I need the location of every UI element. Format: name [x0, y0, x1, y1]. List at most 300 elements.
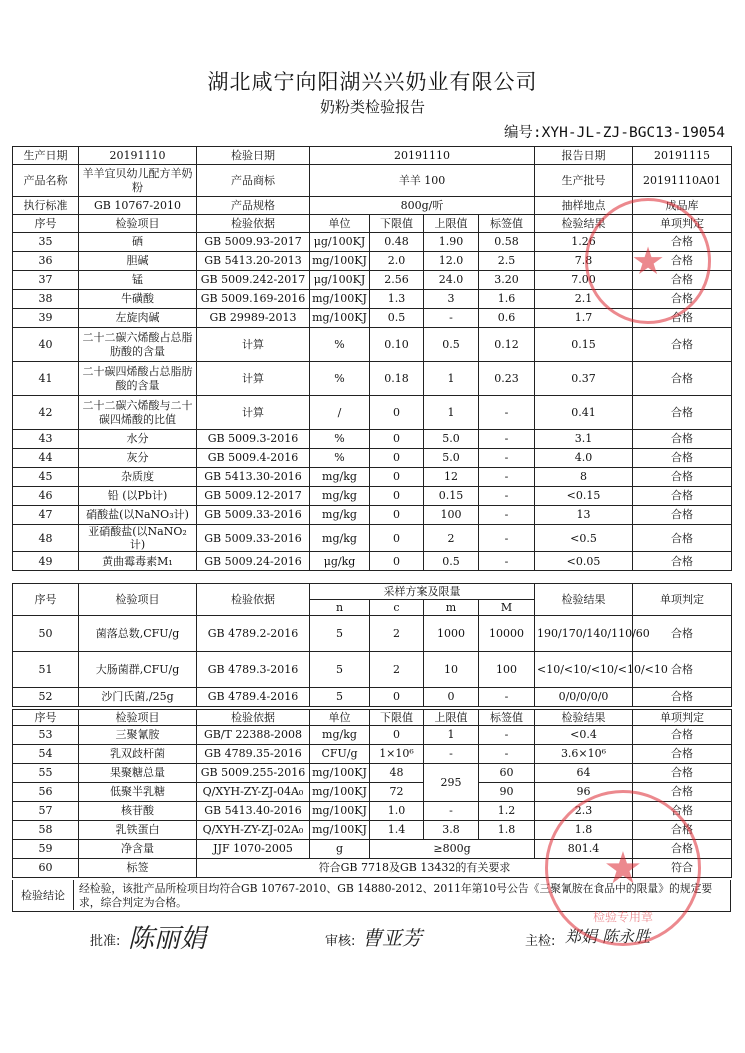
item-name: 胆碱 [79, 252, 197, 271]
row-number: 55 [13, 764, 79, 783]
upper-limit: - [424, 309, 479, 328]
judgement: 合格 [633, 783, 732, 802]
sample-n: 5 [310, 616, 370, 652]
label-value: 0.23 [479, 362, 535, 396]
test-result: 8 [535, 468, 633, 487]
test-method: GB 5009.33-2016 [197, 506, 310, 525]
unit: mg/kg [310, 525, 370, 552]
test-result: 7.00 [535, 271, 633, 290]
lower-limit: 1×10⁶ [370, 745, 424, 764]
test-method: GB 5009.255-2016 [197, 764, 310, 783]
limit-M: 10000 [479, 616, 535, 652]
item-name: 低聚半乳糖 [79, 783, 197, 802]
upper-limit: - [424, 745, 479, 764]
item-name: 沙门氏菌,/25g [79, 688, 197, 707]
table2-body [13, 616, 732, 707]
row-number: 43 [13, 430, 79, 449]
spec: 800g/听 [310, 197, 535, 215]
unit: μg/kg [310, 552, 370, 571]
test-method: 计算 [197, 328, 310, 362]
judgement: 合格 [633, 652, 732, 688]
unit: μg/100KJ [310, 233, 370, 252]
upper-limit: 12.0 [424, 252, 479, 271]
table-row [13, 688, 732, 707]
test-result: 0.37 [535, 362, 633, 396]
col-header: 检验依据 [197, 710, 310, 726]
unit: % [310, 430, 370, 449]
test-result: 4.0 [535, 449, 633, 468]
table-row [13, 396, 732, 430]
label-value: 90 [479, 783, 535, 802]
approve-label: 批准: [90, 934, 121, 949]
col-header: 检验项目 [79, 584, 197, 616]
test-method: GB 5413.20-2013 [197, 252, 310, 271]
row-number: 47 [13, 506, 79, 525]
unit: CFU/g [310, 745, 370, 764]
lower-limit: 48 [370, 764, 424, 783]
label-value: 1.2 [479, 802, 535, 821]
report-date-label: 报告日期 [535, 147, 633, 165]
table-row [13, 468, 732, 487]
item-name: 硒 [79, 233, 197, 252]
upper-limit: 3.8 [424, 821, 479, 840]
test-method: GB 29989-2013 [197, 309, 310, 328]
row-number: 40 [13, 328, 79, 362]
test-method: GB 5009.93-2017 [197, 233, 310, 252]
row-number: 52 [13, 688, 79, 707]
test-method: 计算 [197, 362, 310, 396]
upper-limit: 0.15 [424, 487, 479, 506]
test-result: 1.26 [535, 233, 633, 252]
item-name: 三聚氰胺 [79, 726, 197, 745]
table-row [13, 328, 732, 362]
unit: mg/100KJ [310, 821, 370, 840]
table-row [13, 487, 732, 506]
test-result: 3.1 [535, 430, 633, 449]
label-value: 0.6 [479, 309, 535, 328]
report-title: 奶粉类检验报告 [319, 98, 425, 116]
lower-limit: 2.0 [370, 252, 424, 271]
item-name: 乳铁蛋白 [79, 821, 197, 840]
test-result: 2.3 [535, 802, 633, 821]
upper-limit: 1 [424, 396, 479, 430]
table-row [13, 506, 732, 525]
lower-limit: 0.48 [370, 233, 424, 252]
test-method: GB 5413.30-2016 [197, 468, 310, 487]
table-row [13, 652, 732, 688]
row-number: 57 [13, 802, 79, 821]
row-number: 51 [13, 652, 79, 688]
upper-limit: 24.0 [424, 271, 479, 290]
test-method: GB 5009.24-2016 [197, 552, 310, 571]
label-value: 2.5 [479, 252, 535, 271]
inspector-signature: 郑娟 陈永胜 [565, 927, 651, 946]
sampling-place-label: 抽样地点 [535, 197, 633, 215]
label-value: 1.8 [479, 821, 535, 840]
inspection-stamp-top: ★ [585, 198, 711, 324]
test-method: GB 4789.4-2016 [197, 688, 310, 707]
test-result: 0.41 [535, 396, 633, 430]
lower-limit: 1.4 [370, 821, 424, 840]
judgement: 合格 [633, 309, 732, 328]
item-name: 灰分 [79, 449, 197, 468]
lower-limit: 0.5 [370, 309, 424, 328]
unit: % [310, 362, 370, 396]
col-header: 序号 [13, 710, 79, 726]
judgement: 合格 [633, 688, 732, 707]
test-method: Q/XYH-ZY-ZJ-02A₀ [197, 821, 310, 840]
test-result: 2.1 [535, 290, 633, 309]
unit: mg/100KJ [310, 802, 370, 821]
test-result: 1.7 [535, 309, 633, 328]
item-name: 二十碳四烯酸占总脂肪酸的含量 [79, 362, 197, 396]
row-number: 45 [13, 468, 79, 487]
table-row [13, 430, 732, 449]
unit: mg/100KJ [310, 309, 370, 328]
unit: mg/kg [310, 487, 370, 506]
table-row [13, 552, 732, 571]
row-number: 36 [13, 252, 79, 271]
inspection-table-micro [12, 583, 732, 707]
standard: GB 10767-2010 [79, 197, 197, 215]
col-header: 下限值 [370, 710, 424, 726]
item-name: 亚硝酸盐(以NaNO₂计) [79, 525, 197, 552]
judgement: 合格 [633, 802, 732, 821]
item-name: 杂质度 [79, 468, 197, 487]
production-date: 20191110 [79, 147, 197, 165]
sub-header-n: n [310, 600, 370, 616]
batch-number: 20191110A01 [633, 165, 732, 197]
limit-M: - [479, 688, 535, 707]
unit: mg/100KJ [310, 252, 370, 271]
limit-m: 1000 [424, 616, 479, 652]
item-name: 二十二碳六烯酸与二十碳四烯酸的比值 [79, 396, 197, 430]
test-result: 0.15 [535, 328, 633, 362]
sampling-place: 成品库 [633, 197, 732, 215]
test-method: GB 5009.4-2016 [197, 449, 310, 468]
lower-limit: 0 [370, 468, 424, 487]
product-name-label: 产品名称 [13, 165, 79, 197]
test-method: GB 4789.3-2016 [197, 652, 310, 688]
limit-M: 100 [479, 652, 535, 688]
row-number: 37 [13, 271, 79, 290]
row-number: 39 [13, 309, 79, 328]
judgement: 合格 [633, 726, 732, 745]
row-number: 60 [13, 859, 79, 878]
label-value: - [479, 525, 535, 552]
upper-limit: 5.0 [424, 430, 479, 449]
table-row [13, 362, 732, 396]
col-header: 上限值 [424, 710, 479, 726]
col-header: 检验结果 [535, 584, 633, 616]
row-number: 58 [13, 821, 79, 840]
judgement: 合格 [633, 506, 732, 525]
row-number: 53 [13, 726, 79, 745]
label-value: - [479, 468, 535, 487]
test-result: 13 [535, 506, 633, 525]
lower-limit: 2.56 [370, 271, 424, 290]
table-row [13, 449, 732, 468]
limit-m: 0 [424, 688, 479, 707]
item-name: 硝酸盐(以NaNO₃计) [79, 506, 197, 525]
table-row [13, 616, 732, 652]
judgement: 合格 [633, 745, 732, 764]
label-value: 0.58 [479, 233, 535, 252]
col-header: 检验依据 [197, 584, 310, 616]
judgement: 合格 [633, 271, 732, 290]
judgement: 合格 [633, 616, 732, 652]
upper-limit: - [424, 802, 479, 821]
test-result: <0.5 [535, 525, 633, 552]
unit: mg/100KJ [310, 783, 370, 802]
test-result: 64 [535, 764, 633, 783]
sample-n: 5 [310, 652, 370, 688]
col-header: 标签值 [479, 215, 535, 233]
sub-header-c: c [370, 600, 424, 616]
item-name: 铅 (以Pb计) [79, 487, 197, 506]
lower-limit: 1.3 [370, 290, 424, 309]
item-name: 乳双歧杆菌 [79, 745, 197, 764]
test-method: GB 4789.2-2016 [197, 616, 310, 652]
inspection-date: 20191110 [310, 147, 535, 165]
test-method: JJF 1070-2005 [197, 840, 310, 859]
upper-limit: 1.90 [424, 233, 479, 252]
item-name: 左旋肉碱 [79, 309, 197, 328]
col-header: 单项判定 [633, 584, 732, 616]
doc-no-value: XYH-JL-ZJ-BGC13-19054 [541, 125, 725, 141]
table-row [13, 764, 732, 783]
upper-limit: 3 [424, 290, 479, 309]
item-name: 水分 [79, 430, 197, 449]
col-header: 检验依据 [197, 215, 310, 233]
lower-limit: 72 [370, 783, 424, 802]
row-number: 42 [13, 396, 79, 430]
row-number: 54 [13, 745, 79, 764]
label-value: - [479, 726, 535, 745]
label-value: 60 [479, 764, 535, 783]
test-method: GB 5009.169-2016 [197, 290, 310, 309]
label-value: - [479, 506, 535, 525]
item-name: 净含量 [79, 840, 197, 859]
table-row [13, 745, 732, 764]
unit: / [310, 396, 370, 430]
row-number: 44 [13, 449, 79, 468]
spec-label: 产品规格 [197, 197, 310, 215]
test-method: GB 5413.40-2016 [197, 802, 310, 821]
col-header: 检验项目 [79, 215, 197, 233]
judgement: 合格 [633, 252, 732, 271]
unit: g [310, 840, 370, 859]
judgement: 合格 [633, 840, 732, 859]
document-number [504, 121, 725, 142]
test-method: 计算 [197, 396, 310, 430]
sub-header-m: m [424, 600, 479, 616]
col-header: 单项判定 [633, 710, 732, 726]
judgement: 合格 [633, 468, 732, 487]
test-result: <0.4 [535, 726, 633, 745]
lower-limit: 1.0 [370, 802, 424, 821]
label-value: 3.20 [479, 271, 535, 290]
unit: mg/100KJ [310, 290, 370, 309]
test-method: GB 5009.242-2017 [197, 271, 310, 290]
item-name: 二十二碳六烯酸占总脂肪酸的含量 [79, 328, 197, 362]
company-name: 湖北咸宁向阳湖兴兴奶业有限公司 [207, 70, 538, 94]
unit: % [310, 328, 370, 362]
row-number: 59 [13, 840, 79, 859]
lower-limit: 0 [370, 396, 424, 430]
col-header: 检验结果 [535, 215, 633, 233]
col-header: 上限值 [424, 215, 479, 233]
judgement: 合格 [633, 430, 732, 449]
row-number: 48 [13, 525, 79, 552]
judgement: 合格 [633, 449, 732, 468]
row-number: 56 [13, 783, 79, 802]
production-date-label: 生产日期 [13, 147, 79, 165]
lower-limit: 0 [370, 506, 424, 525]
col-header: 序号 [13, 584, 79, 616]
unit: mg/kg [310, 726, 370, 745]
col-header: 采样方案及限量 [310, 584, 535, 600]
item-name: 标签 [79, 859, 197, 878]
inspection-stamp-bottom: ★ 检验专用章 [545, 790, 701, 946]
unit: mg/kg [310, 468, 370, 487]
label-value: - [479, 487, 535, 506]
label-value: - [479, 449, 535, 468]
lower-limit: 0 [370, 525, 424, 552]
unit: μg/100KJ [310, 271, 370, 290]
lower-limit: 0 [370, 726, 424, 745]
lower-limit: 0.18 [370, 362, 424, 396]
item-name: 果聚糖总量 [79, 764, 197, 783]
test-result: <0.15 [535, 487, 633, 506]
col-header: 序号 [13, 215, 79, 233]
unit: mg/100KJ [310, 764, 370, 783]
col-header: 标签值 [479, 710, 535, 726]
doc-no-label: 编号: [503, 125, 542, 141]
judgement: 合格 [633, 487, 732, 506]
row-number: 46 [13, 487, 79, 506]
col-header: 检验结果 [535, 710, 633, 726]
label-value: - [479, 430, 535, 449]
table-row [13, 726, 732, 745]
table-row [13, 525, 732, 552]
label-requirement: 符合GB 7718及GB 13432的有关要求 [197, 859, 633, 878]
table-header-row [13, 710, 732, 726]
test-result: 96 [535, 783, 633, 802]
review-label: 审核: [325, 934, 356, 949]
test-method: GB 4789.35-2016 [197, 745, 310, 764]
limit-m: 10 [424, 652, 479, 688]
judgement: 符合 [633, 859, 732, 878]
sample-c: 2 [370, 652, 424, 688]
inspection-date-label: 检验日期 [197, 147, 310, 165]
unit: % [310, 449, 370, 468]
item-name: 大肠菌群,CFU/g [79, 652, 197, 688]
net-content-limit: ≥800g [370, 840, 535, 859]
conclusion-label: 检验结论 [13, 880, 74, 910]
lower-limit: 0 [370, 449, 424, 468]
batch-label: 生产批号 [535, 165, 633, 197]
lower-limit: 0 [370, 552, 424, 571]
conclusion-text: 经检验，该批产品所检项目均符合GB 10767-2010、GB 14880-2012、2011年第10号公告《三聚氰胺在食品中的限量》的规定要求，综合判定为合格。 [79, 882, 713, 909]
judgement: 合格 [633, 764, 732, 783]
label-value: - [479, 552, 535, 571]
upper-limit: 100 [424, 506, 479, 525]
item-name: 锰 [79, 271, 197, 290]
test-method: GB/T 22388-2008 [197, 726, 310, 745]
col-header: 下限值 [370, 215, 424, 233]
upper-limit: 295 [424, 764, 479, 802]
upper-limit: 5.0 [424, 449, 479, 468]
approve-signature: 陈丽娟 [128, 924, 207, 954]
inspector-label: 主检: [525, 934, 556, 949]
test-method: GB 5009.33-2016 [197, 525, 310, 552]
test-method: GB 5009.3-2016 [197, 430, 310, 449]
col-header: 单项判定 [633, 215, 732, 233]
item-name: 黄曲霉毒素M₁ [79, 552, 197, 571]
upper-limit: 1 [424, 362, 479, 396]
test-result: 0/0/0/0/0 [535, 688, 633, 707]
unit: mg/kg [310, 506, 370, 525]
lower-limit: 0 [370, 487, 424, 506]
test-method: GB 5009.12-2017 [197, 487, 310, 506]
brand: 羊羊 100 [310, 165, 535, 197]
upper-limit: 12 [424, 468, 479, 487]
sample-n: 5 [310, 688, 370, 707]
test-result: 190/170/140/110/60 [535, 616, 633, 652]
row-number: 38 [13, 290, 79, 309]
lower-limit: 0.10 [370, 328, 424, 362]
upper-limit: 2 [424, 525, 479, 552]
judgement: 合格 [633, 328, 732, 362]
lower-limit: 0 [370, 430, 424, 449]
test-method: Q/XYH-ZY-ZJ-04A₀ [197, 783, 310, 802]
judgement: 合格 [633, 396, 732, 430]
test-result: <0.05 [535, 552, 633, 571]
sample-c: 0 [370, 688, 424, 707]
brand-label: 产品商标 [197, 165, 310, 197]
label-value: - [479, 396, 535, 430]
sub-header-M: M [479, 600, 535, 616]
row-number: 50 [13, 616, 79, 652]
label-value: 1.6 [479, 290, 535, 309]
upper-limit: 0.5 [424, 328, 479, 362]
judgement: 合格 [633, 552, 732, 571]
report-date: 20191115 [633, 147, 732, 165]
item-name: 牛磺酸 [79, 290, 197, 309]
product-name: 羊羊宜贝幼儿配方羊奶粉 [79, 165, 197, 197]
col-header: 检验项目 [79, 710, 197, 726]
item-name: 核苷酸 [79, 802, 197, 821]
test-result: 3.6×10⁶ [535, 745, 633, 764]
review-signature: 曹亚芳 [362, 926, 422, 950]
row-number: 41 [13, 362, 79, 396]
judgement: 合格 [633, 821, 732, 840]
test-result: 801.4 [535, 840, 633, 859]
stamp-label: 检验专用章 [592, 910, 653, 924]
label-value: - [479, 745, 535, 764]
judgement: 合格 [633, 525, 732, 552]
test-result: 7.8 [535, 252, 633, 271]
judgement: 合格 [633, 362, 732, 396]
col-header: 单位 [310, 215, 370, 233]
judgement: 合格 [633, 290, 732, 309]
col-header: 单位 [310, 710, 370, 726]
sample-c: 2 [370, 616, 424, 652]
test-result: <10/<10/<10/<10/<10 [535, 652, 633, 688]
standard-label: 执行标准 [13, 197, 79, 215]
upper-limit: 1 [424, 726, 479, 745]
